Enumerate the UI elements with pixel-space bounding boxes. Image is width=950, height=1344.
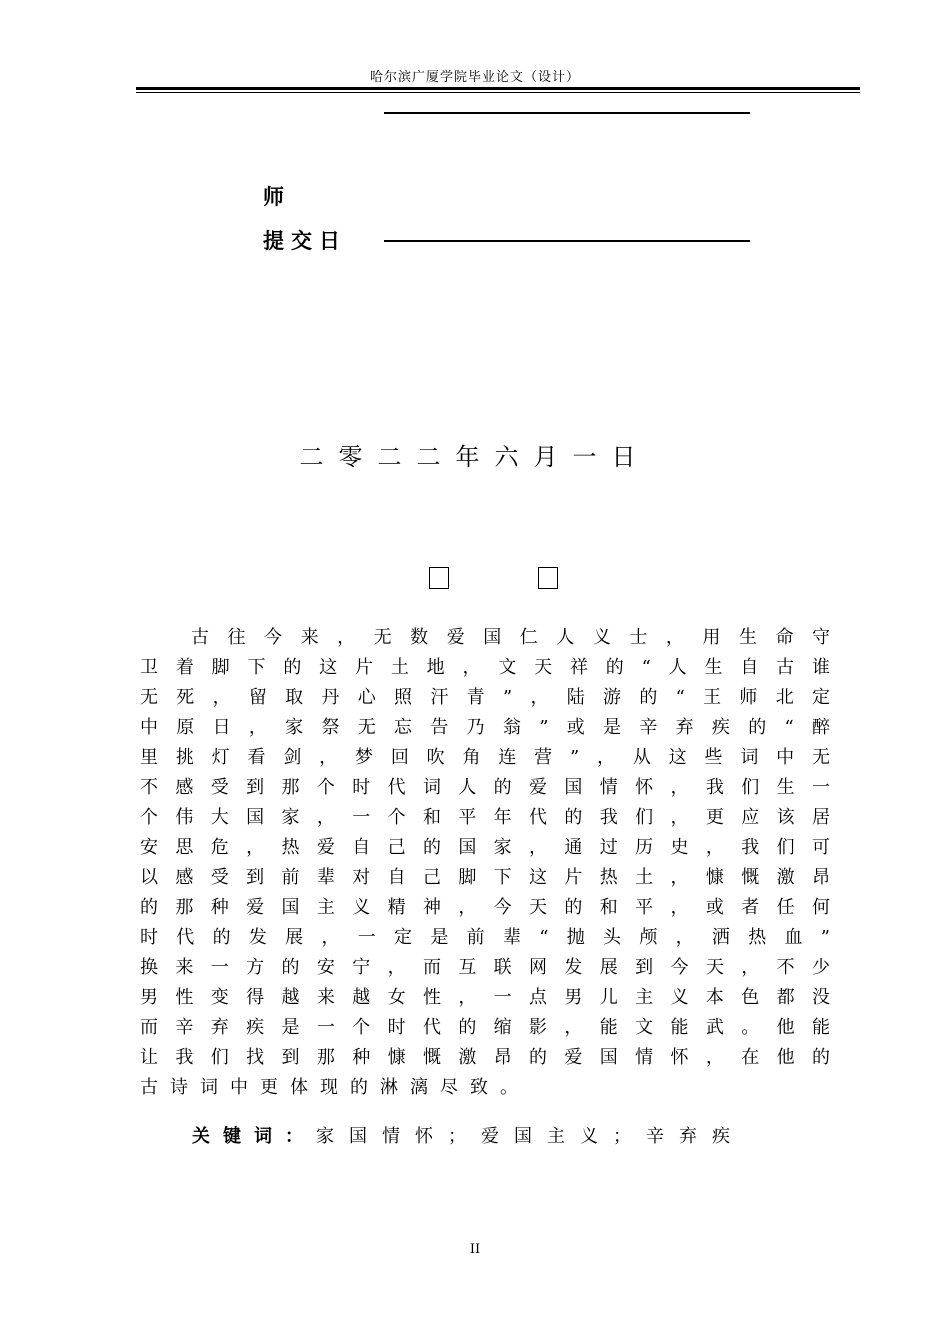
abstract-line-10: 的那种爱国主义精神，今天的和平，或者任何 bbox=[140, 897, 842, 918]
missing-glyph-box-2 bbox=[538, 567, 558, 589]
header-rule-thin bbox=[136, 92, 860, 93]
abstract-line-7: 个伟大国家，一个和平年代的我们，更应该居 bbox=[140, 807, 842, 828]
abstract-line-13: 男性变得越来越女性，一点男儿主义本色都没 bbox=[140, 987, 842, 1008]
header-rule-thick bbox=[136, 87, 860, 90]
abstract-line-8: 安思危，热爱自己的国家，通过历史，我们可 bbox=[140, 837, 842, 858]
underline-field-top bbox=[384, 112, 750, 114]
keywords bbox=[192, 1122, 745, 1148]
abstract-line-6: 不感受到那个时代词人的爱国情怀，我们生一 bbox=[140, 777, 842, 798]
abstract-line-15: 让我们找到那种慷慨激昂的爱国情怀，在他的 bbox=[140, 1047, 842, 1068]
page-number: II bbox=[469, 1242, 481, 1257]
keywords-label: 关键词： bbox=[192, 1126, 316, 1147]
abstract-line-11: 时代的发展，一定是前辈“抛头颅，洒热血” bbox=[140, 927, 842, 948]
submit-date-label: 提交日 bbox=[263, 229, 347, 253]
abstract-line-16: 古诗词中更体现的淋漓尽致。 bbox=[140, 1077, 530, 1098]
abstract-body bbox=[140, 623, 842, 1103]
abstract-line-3: 无死，留取丹心照汗青”，陆游的“王师北定 bbox=[140, 687, 842, 708]
thesis-date: 二零二二年六月一日 bbox=[299, 443, 651, 471]
submit-date-underline bbox=[384, 240, 750, 242]
advisor-label: 师 bbox=[263, 185, 284, 209]
abstract-line-4: 中原日，家祭无忘告乃翁”或是辛弃疾的“醉 bbox=[140, 717, 842, 738]
abstract-line-14: 而辛弃疾是一个时代的缩影，能文能武。他能 bbox=[140, 1017, 842, 1038]
abstract-line-5: 里挑灯看剑，梦回吹角连营”，从这些词中无 bbox=[140, 747, 842, 768]
abstract-line-12: 换来一方的安宁，而互联网发展到今天，不少 bbox=[140, 957, 842, 978]
abstract-line-2: 卫着脚下的这片土地，文天祥的“人生自古谁 bbox=[140, 657, 842, 678]
missing-glyph-box-1 bbox=[429, 567, 449, 589]
running-header: 哈尔滨广厦学院毕业论文（设计） bbox=[369, 70, 580, 85]
abstract-line-9: 以感受到前辈对自己脚下这片热土，慷慨激昂 bbox=[140, 867, 842, 888]
keywords-text: 家国情怀；爱国主义；辛弃疾 bbox=[316, 1126, 745, 1147]
abstract-line-1: 古往今来，无数爱国仁人义士，用生命守 bbox=[191, 627, 842, 648]
